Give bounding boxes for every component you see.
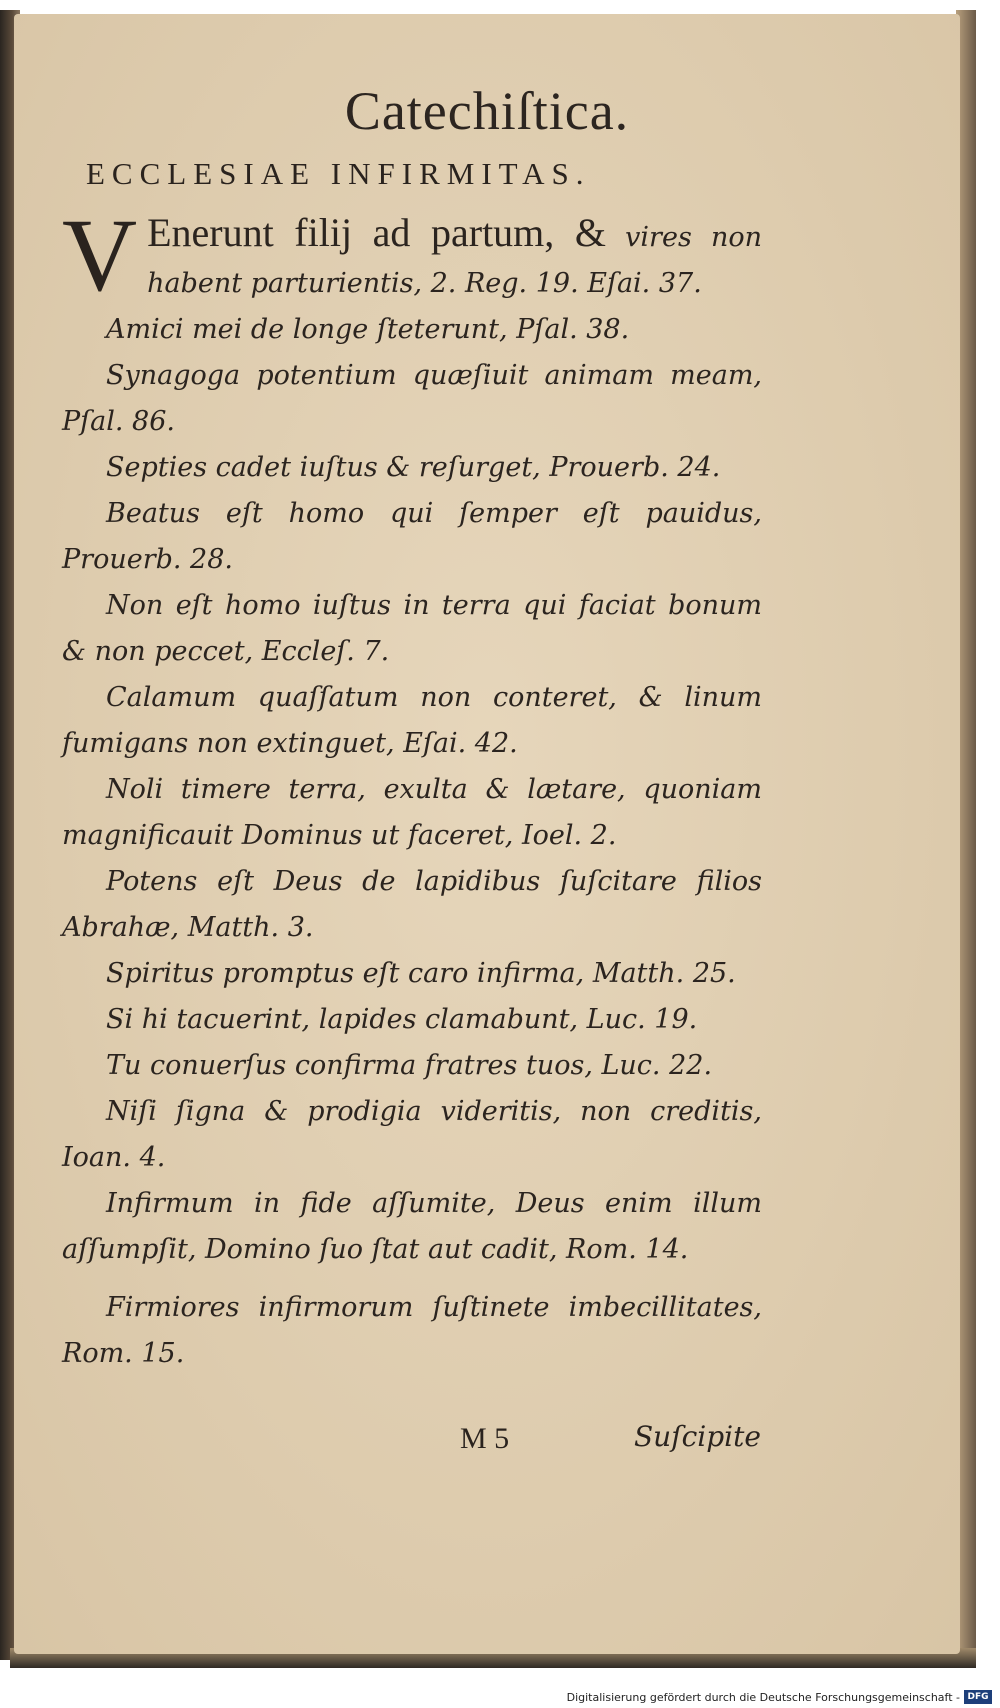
- paragraph: Spiritus promptus eſt caro infirma, Matth. 25.: [106, 958, 736, 989]
- last-paragraph: Firmiores infirmorum ſuſtinete imbecillitates, Rom. 15.: [62, 1292, 762, 1369]
- paragraph: Potens eſt Deus de lapidibus ſuſcitare filios Abrahæ, Matth. 3.: [62, 866, 762, 943]
- paragraph: Si hi tacuerint, lapides clamabunt, Luc. 19.: [106, 1004, 698, 1035]
- paragraph: Niſi ſigna & prodigia videritis, non creditis, Ioan. 4.: [62, 1096, 762, 1173]
- first-line: Enerunt filij ad partum, &: [147, 210, 606, 255]
- footer-credit: Digitalisierung gefördert durch die Deutsche Forschungsgemeinschaft -: [566, 1691, 960, 1704]
- running-head: Catechiſtica.: [344, 81, 630, 141]
- first-paragraph-rest: vires non habent parturientis, 2. Reg. 19. Eſai. 37.: [147, 222, 762, 299]
- paragraph: Noli timere terra, exulta & lætare, quoniam magnificauit Dominus ut faceret, Ioel. 2.: [62, 774, 762, 851]
- drop-cap: V: [62, 198, 138, 313]
- paragraph: Beatus eſt homo qui ſemper eſt pauidus, Prouerb. 28.: [62, 498, 762, 575]
- paragraph: Infirmum in fide aſſumite, Deus enim illum aſſumpſit, Domino ſuo ſtat aut cadit, Rom. 14.: [62, 1188, 762, 1265]
- paragraph: Non eſt homo iuſtus in terra qui faciat bonum & non peccet, Eccleſ. 7.: [62, 590, 762, 667]
- first-paragraph: [62, 198, 762, 313]
- paragraph: Amici mei de longe ſteterunt, Pſal. 38.: [106, 314, 630, 345]
- paragraph-gap: [62, 1273, 762, 1285]
- catchword: Suſcipite: [634, 1420, 761, 1453]
- paragraph: Septies cadet iuſtus & reſurget, Prouerb. 24.: [106, 452, 721, 483]
- text-block: [62, 198, 762, 1377]
- paragraph: Calamum quaſſatum non conteret, & linum fumigans non extinguet, Eſai. 42.: [62, 682, 762, 759]
- paragraph: Tu conuerſus confirma fratres tuos, Luc. 22.: [106, 1050, 713, 1081]
- book-page: [14, 14, 960, 1654]
- section-heading: ECCLESIAE INFIRMITAS.: [86, 156, 591, 191]
- paragraph: Synagoga potentium quæſiuit animam meam, Pſal. 86.: [62, 360, 762, 437]
- dfg-logo: DFG: [964, 1690, 992, 1704]
- signature-mark: M 5: [460, 1422, 510, 1455]
